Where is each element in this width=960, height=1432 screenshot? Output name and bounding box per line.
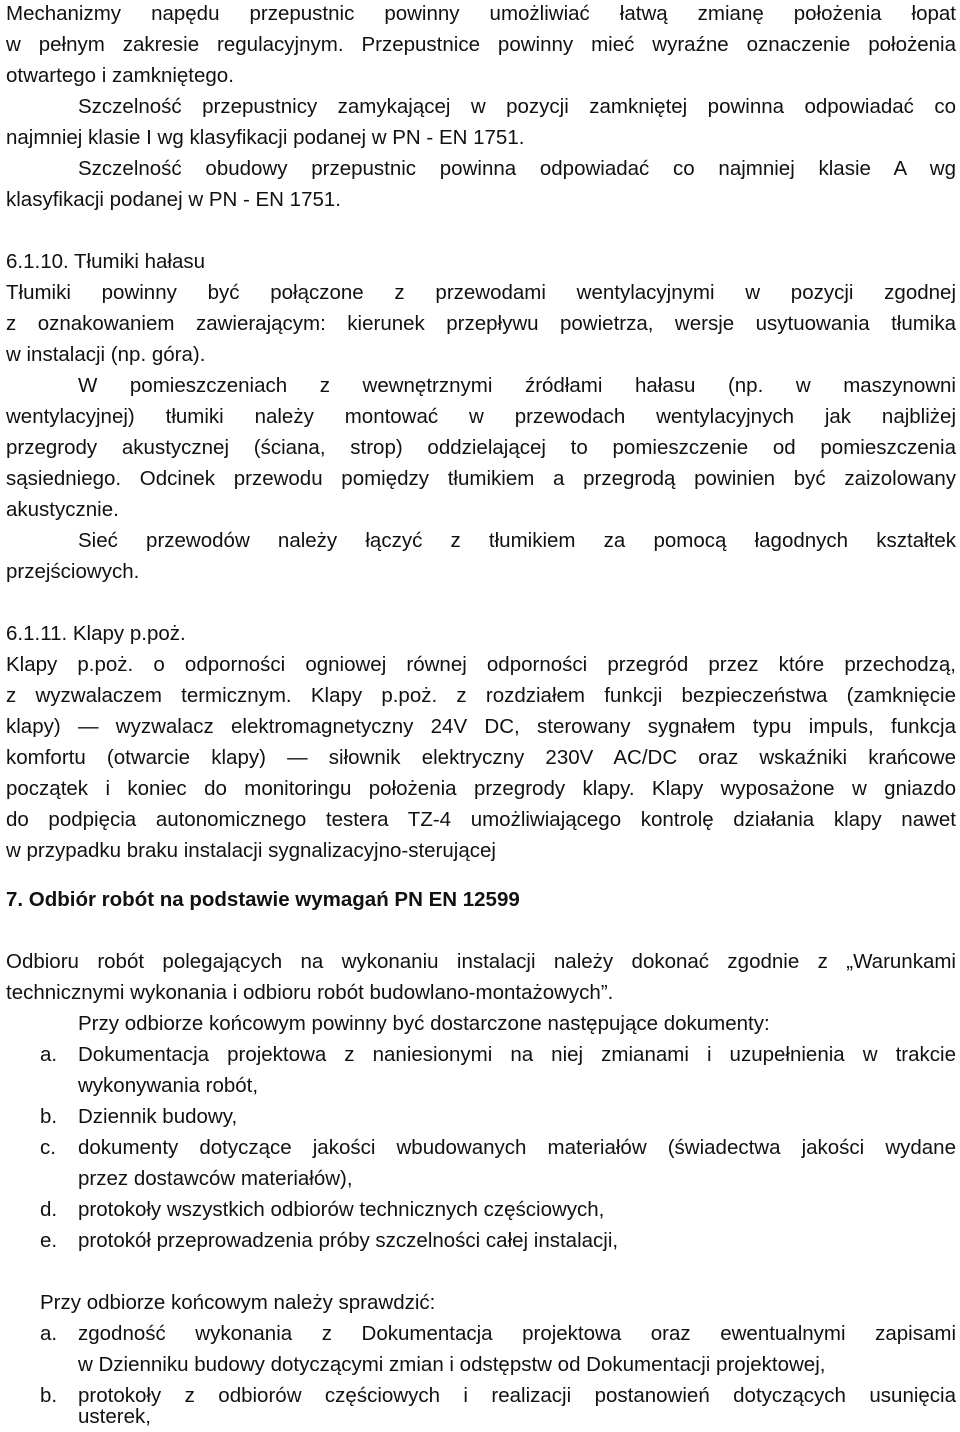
- list-item-label: c.: [40, 1136, 56, 1159]
- paragraph-line: technicznymi wykonania i odbioru robót budowlano-montażowych”.: [6, 981, 614, 1004]
- list-item-label: b.: [40, 1105, 58, 1128]
- list-item-text: protokoły z odbiorów częściowych i realizacji postanowień dotyczących usunięcia: [78, 1384, 956, 1407]
- paragraph-line: sąsiedniego. Odcinek przewodu pomiędzy tłumikiem a przegrodą powinien być zaizolowany: [6, 467, 956, 490]
- paragraph-line: W pomieszczeniach z wewnętrznymi źródłami hałasu (np. w maszynowni: [78, 374, 956, 397]
- paragraph-line: Przy odbiorze końcowym powinny być dostarczone następujące dokumenty:: [78, 1012, 770, 1035]
- paragraph-line: klasyfikacji podanej w PN - EN 1751.: [6, 188, 341, 211]
- paragraph-line: Mechanizmy napędu przepustnic powinny umożliwiać łatwą zmianę położenia łopat: [6, 2, 956, 25]
- section-heading-tlumiki: 6.1.10. Tłumiki hałasu: [6, 250, 206, 273]
- list-item-label: e.: [40, 1229, 58, 1252]
- paragraph-line: Tłumiki powinny być połączone z przewodami wentylacyjnymi w pozycji zgodnej: [6, 281, 956, 304]
- paragraph-line: z wyzwalaczem termicznym. Klapy p.poż. z rozdziałem funkcji bezpieczeństwa (zamknięcie: [6, 684, 956, 707]
- paragraph-line: początek i koniec do monitoringu położenia przegrody klapy. Klapy wyposażone w gniazdo: [6, 777, 956, 800]
- paragraph-line: akustycznie.: [6, 498, 119, 521]
- section-heading-odbior: 7. Odbiór robót na podstawie wymagań PN EN 12599: [6, 888, 520, 911]
- list-item-text: w Dzienniku budowy dotyczącymi zmian i odstępstw od Dokumentacji projektowej,: [78, 1353, 826, 1376]
- paragraph-line: Szczelność przepustnicy zamykającej w pozycji zamkniętej powinna odpowiadać co: [78, 95, 956, 118]
- paragraph-line: Szczelność obudowy przepustnic powinna odpowiadać co najmniej klasie A wg: [78, 157, 956, 180]
- list-item-label: d.: [40, 1198, 58, 1221]
- paragraph-line: w instalacji (np. góra).: [6, 343, 206, 366]
- paragraph-line: przegrody akustycznej (ściana, strop) oddzielającej to pomieszczenie od pomieszczenia: [6, 436, 956, 459]
- paragraph-line: komfortu (otwarcie klapy) — siłownik elektryczny 230V AC/DC oraz wskaźniki krańcowe: [6, 746, 956, 769]
- list-item-label: a.: [40, 1043, 58, 1066]
- list-item-text: dokumenty dotyczące jakości wbudowanych materiałów (świadectwa jakości wydane: [78, 1136, 956, 1159]
- paragraph-line: otwartego i zamkniętego.: [6, 64, 234, 87]
- paragraph-line: klapy) — wyzwalacz elektromagnetyczny 24V DC, sterowany sygnałem typu impuls, funkcja: [6, 715, 956, 738]
- paragraph-line: najmniej klasie I wg klasyfikacji podanej w PN - EN 1751.: [6, 126, 525, 149]
- list-item-text: protokół przeprowadzenia próby szczelności całej instalacji,: [78, 1229, 619, 1252]
- paragraph-line: z oznakowaniem zawierającym: kierunek przepływu powietrza, wersje usytuowania tłumika: [6, 312, 956, 335]
- paragraph-line: Sieć przewodów należy łączyć z tłumikiem za pomocą łagodnych kształtek: [78, 529, 956, 552]
- paragraph-line: Odbioru robót polegających na wykonaniu instalacji należy dokonać zgodnie z „Warunkami: [6, 950, 956, 973]
- paragraph-line: w przypadku braku instalacji sygnalizacyjno-sterującej: [6, 839, 496, 862]
- paragraph-line: wentylacyjnej) tłumiki należy montować w przewodach wentylacyjnych jak najbliżej: [6, 405, 956, 428]
- list-item-text: wykonywania robót,: [78, 1074, 259, 1097]
- list-item-text: przez dostawców materiałów),: [78, 1167, 353, 1190]
- list-item-text: Dziennik budowy,: [78, 1105, 238, 1128]
- check-intro: Przy odbiorze końcowym należy sprawdzić:: [40, 1291, 436, 1314]
- list-item-text: protokoły wszystkich odbiorów technicznych częściowych,: [78, 1198, 605, 1221]
- section-heading-klapy: 6.1.11. Klapy p.poż.: [6, 622, 186, 645]
- list-item-label: a.: [40, 1322, 58, 1345]
- list-item-text: usterek,: [78, 1405, 151, 1428]
- list-item-label: b.: [40, 1384, 58, 1407]
- paragraph-line: przejściowych.: [6, 560, 140, 583]
- list-item-text: zgodność wykonania z Dokumentacja projektowa oraz ewentualnymi zapisami: [78, 1322, 956, 1345]
- paragraph-line: do podpięcia autonomicznego testera TZ-4 umożliwiającego kontrolę działania klapy nawet: [6, 808, 956, 831]
- list-item-text: Dokumentacja projektowa z naniesionymi na niej zmianami i uzupełnienia w trakcie: [78, 1043, 956, 1066]
- paragraph-line: w pełnym zakresie regulacyjnym. Przepustnice powinny mieć wyraźne oznaczenie położenia: [6, 33, 956, 56]
- paragraph-line: Klapy p.poż. o odporności ogniowej równej odporności przegród przez które przechodzą,: [6, 653, 956, 676]
